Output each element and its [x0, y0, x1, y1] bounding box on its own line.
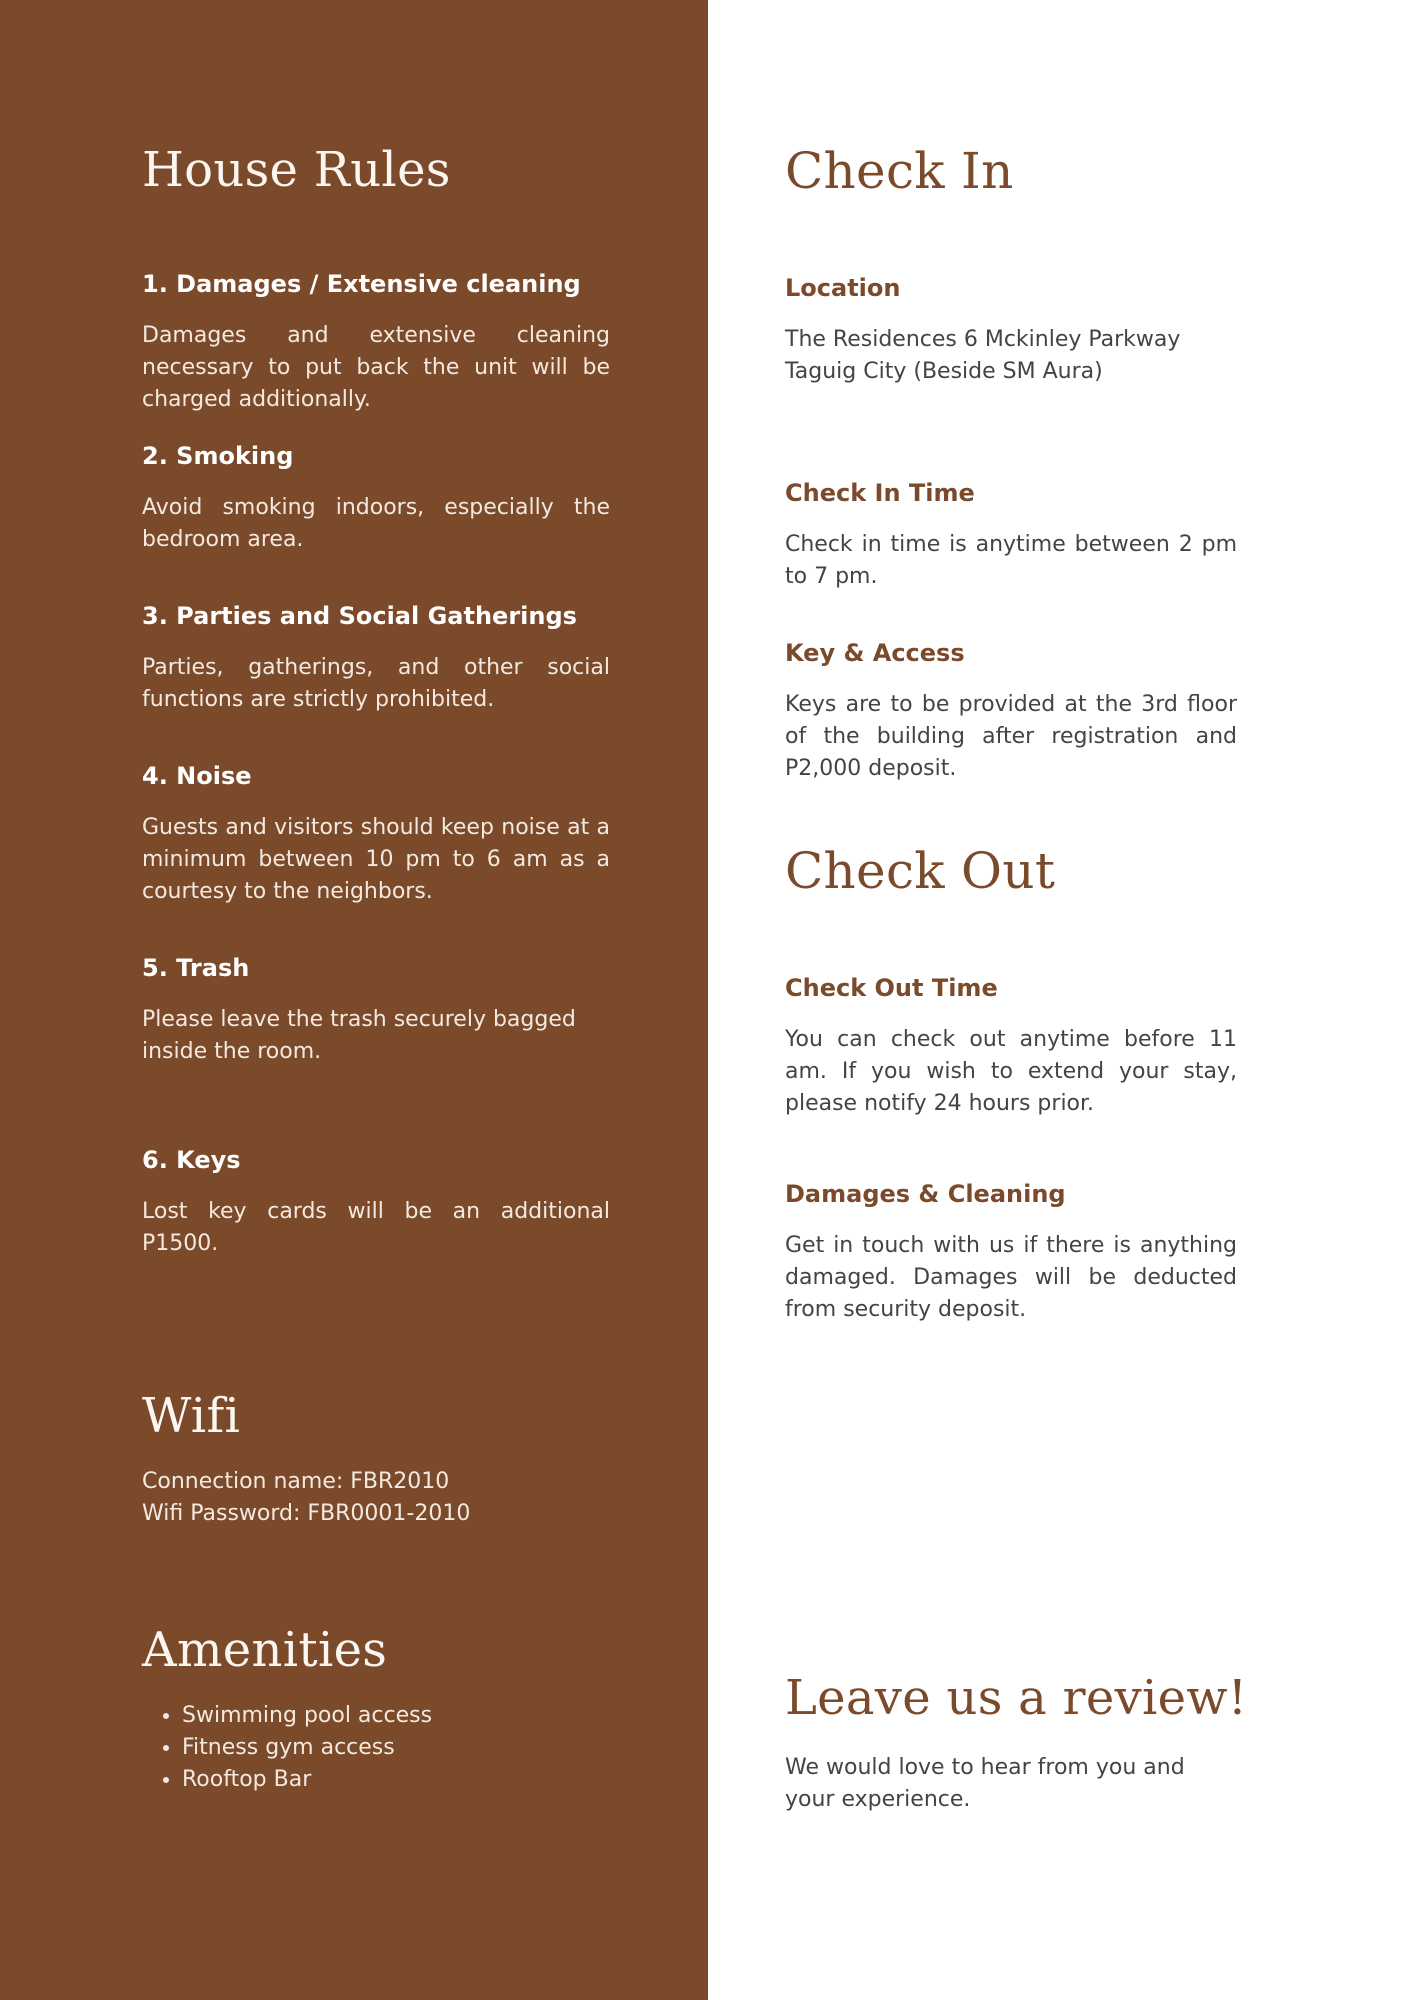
rule-body: Damages and extensive cleaning necessary to put back the unit will be charged additionally. [142, 323, 610, 412]
wifi-info [142, 1466, 610, 1530]
rule-heading: 2. Smoking [142, 442, 294, 470]
location-heading: Location [785, 274, 901, 302]
rule-body: Parties, gatherings, and other social functions are strictly prohibited. [142, 655, 610, 712]
check-in-time-section [785, 479, 1237, 593]
rule-1 [142, 270, 610, 416]
rule-body: Guests and visitors should keep noise at a minimum between 10 pm to 6 am as a courtesy to the neighbors. [142, 815, 610, 904]
check-in-time-heading: Check In Time [785, 479, 975, 507]
wifi-password: Wifi Password: FBR0001-2010 [142, 1501, 471, 1526]
house-rules-title: House Rules [142, 142, 451, 198]
damages-cleaning-heading: Damages & Cleaning [785, 1180, 1066, 1208]
rule-body: Please leave the trash securely bagged inside the room. [142, 1007, 576, 1064]
check-out-time-body: You can check out anytime before 11 am. If you wish to extend your stay, please notify 24 hours prior. [785, 1027, 1237, 1116]
list-item: • Fitness gym access [182, 1732, 622, 1764]
rule-6 [142, 1146, 610, 1260]
location-body: The Residences 6 Mckinley Parkway Taguig City (Beside SM Aura) [785, 327, 1181, 384]
key-access-body: Keys are to be provided at the 3rd floor of the building after registration and P2,000 deposit. [785, 692, 1237, 781]
rule-heading: 1. Damages / Extensive cleaning [142, 270, 581, 298]
list-item: • Swimming pool access [182, 1700, 622, 1732]
rule-3 [142, 602, 610, 716]
rule-heading: 6. Keys [142, 1146, 241, 1174]
damages-cleaning-section [785, 1180, 1237, 1326]
amenities-title: Amenities [142, 1622, 388, 1678]
key-access-section [785, 639, 1237, 785]
location-section [785, 274, 1237, 388]
check-out-time-heading: Check Out Time [785, 974, 998, 1002]
review-body: We would love to hear from you and your experience. [785, 1755, 1185, 1812]
right-panel [708, 0, 1415, 2000]
wifi-connection-name: Connection name: FBR2010 [142, 1469, 450, 1494]
check-in-title: Check In [785, 142, 1014, 200]
check-out-title: Check Out [785, 842, 1056, 900]
amenities-list [142, 1700, 622, 1796]
rule-2 [142, 442, 610, 556]
rule-heading: 4. Noise [142, 762, 252, 790]
list-item: • Rooftop Bar [182, 1764, 622, 1796]
damages-cleaning-body: Get in touch with us if there is anything damaged. Damages will be deducted from security deposit. [785, 1233, 1237, 1322]
rule-heading: 3. Parties and Social Gatherings [142, 602, 577, 630]
wifi-title: Wifi [142, 1388, 241, 1444]
rule-5 [142, 954, 610, 1068]
key-access-heading: Key & Access [785, 639, 965, 667]
check-out-time-section [785, 974, 1237, 1120]
check-in-time-body: Check in time is anytime between 2 pm to 7 pm. [785, 532, 1237, 589]
rule-4 [142, 762, 610, 908]
rule-body: Avoid smoking indoors, especially the bedroom area. [142, 495, 610, 552]
rule-body: Lost key cards will be an additional P1500. [142, 1199, 610, 1256]
rule-heading: 5. Trash [142, 954, 250, 982]
review-title: Leave us a review! [785, 1670, 1248, 1726]
